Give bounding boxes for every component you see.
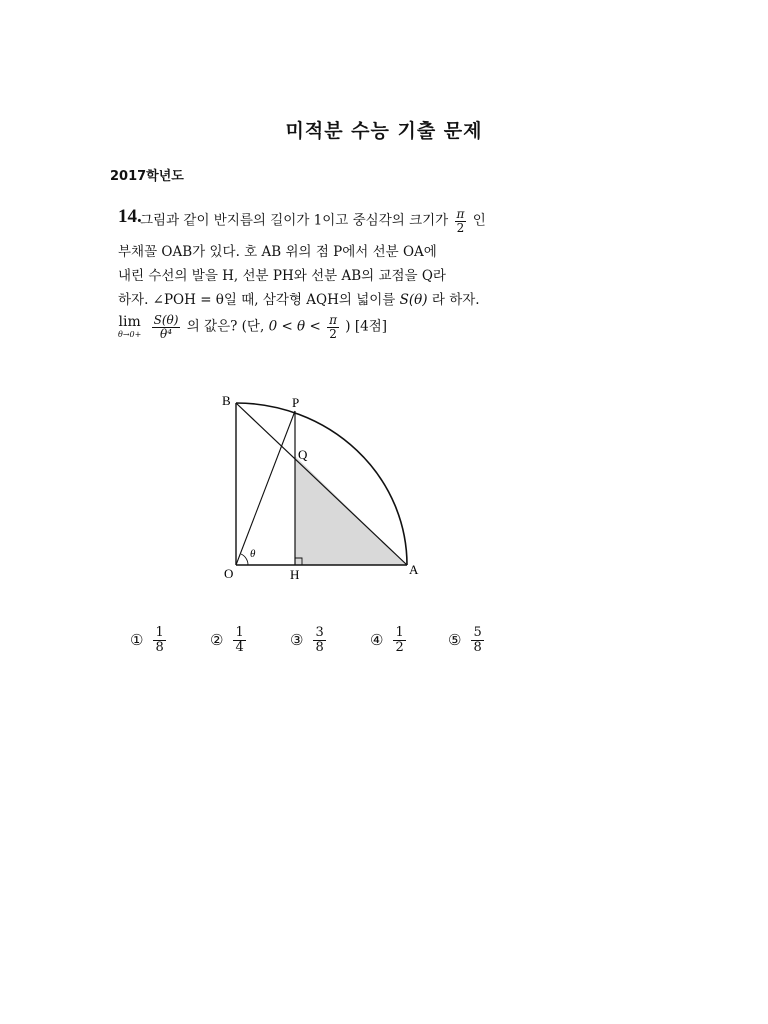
choice-4-mark: ④ [370, 631, 384, 650]
choice-4-num: 1 [395, 625, 404, 640]
choice-5-mark: ⑤ [448, 631, 462, 650]
area-function: S(θ) [399, 292, 428, 308]
choice-5-den: 8 [473, 639, 482, 655]
choice-1-fraction [153, 626, 165, 654]
choice-1[interactable] [130, 626, 168, 654]
label-a: A [409, 562, 419, 577]
condition-text: 0 < θ < [268, 318, 321, 335]
choice-5[interactable] [448, 626, 486, 654]
choice-2-den: 4 [235, 639, 244, 655]
choice-1-den: 8 [155, 639, 164, 655]
problem-line-5 [118, 314, 387, 340]
condition-numerator: π [329, 313, 337, 327]
exam-year: 2017학년도 [110, 169, 184, 184]
problem-line-4 [118, 294, 480, 308]
choice-3[interactable] [290, 626, 328, 654]
choice-4[interactable] [370, 626, 408, 654]
limit-expression [118, 315, 141, 339]
problem-line-1-text: 그림과 같이 반지름의 길이가 1이고 중심각의 크기가 [140, 212, 449, 229]
limit-denominator: θ⁴ [159, 326, 173, 341]
problem-line-4-text: 하자. ∠POH = θ일 때, 삼각형 AQH의 넓이를 [118, 292, 396, 308]
answer-choices [130, 626, 530, 666]
choice-3-mark: ③ [290, 631, 304, 650]
choice-3-den: 8 [315, 639, 324, 655]
choice-2-num: 1 [235, 625, 244, 640]
choice-3-num: 3 [315, 625, 324, 640]
choice-4-den: 2 [395, 639, 404, 655]
condition-close: ) [345, 318, 351, 335]
problem-line-1-end: 인 [472, 212, 486, 229]
points-label: [4점] [354, 318, 388, 335]
label-b: B [222, 393, 231, 408]
condition-fraction [327, 314, 339, 340]
choice-5-num: 5 [473, 625, 482, 640]
problem-line-5-text: 의 값은? (단, [186, 318, 265, 335]
problem-line-2: 부채꼴 OAB가 있다. 호 AB 위의 점 P에서 선분 OA에 [118, 244, 437, 260]
page-title: 미적분 수능 기출 문제 [285, 120, 483, 142]
problem-line-1 [140, 208, 486, 234]
sector-figure [215, 385, 435, 585]
limit-word: lim [118, 314, 141, 331]
choice-2-fraction [233, 626, 245, 654]
angle-theta-arc [241, 554, 248, 565]
choice-1-mark: ① [130, 631, 144, 650]
problem-number: 14. [118, 206, 142, 227]
label-q: Q [298, 447, 308, 462]
problem-line-3: 내린 수선의 발을 H, 선분 PH와 선분 AB의 교점을 Q라 [118, 268, 446, 284]
problem-line-4-end: 라 하자. [431, 292, 480, 308]
choice-2-mark: ② [210, 631, 224, 650]
pi-over-2-fraction [455, 208, 467, 234]
choice-1-num: 1 [155, 625, 164, 640]
fraction-denominator: 2 [456, 220, 465, 235]
condition-denominator: 2 [329, 326, 337, 341]
segment-op [236, 411, 295, 565]
label-h: H [290, 567, 300, 582]
limit-subscript: θ→0+ [118, 330, 142, 340]
fraction-numerator: π [456, 207, 465, 221]
limit-numerator: S(θ) [153, 313, 179, 327]
label-p: P [292, 395, 300, 410]
choice-4-fraction [393, 626, 405, 654]
choice-3-fraction [313, 626, 325, 654]
limit-fraction [152, 314, 181, 340]
choice-5-fraction [471, 626, 483, 654]
label-o: O [224, 566, 234, 581]
choice-2[interactable] [210, 626, 248, 654]
label-theta: θ [250, 548, 256, 560]
